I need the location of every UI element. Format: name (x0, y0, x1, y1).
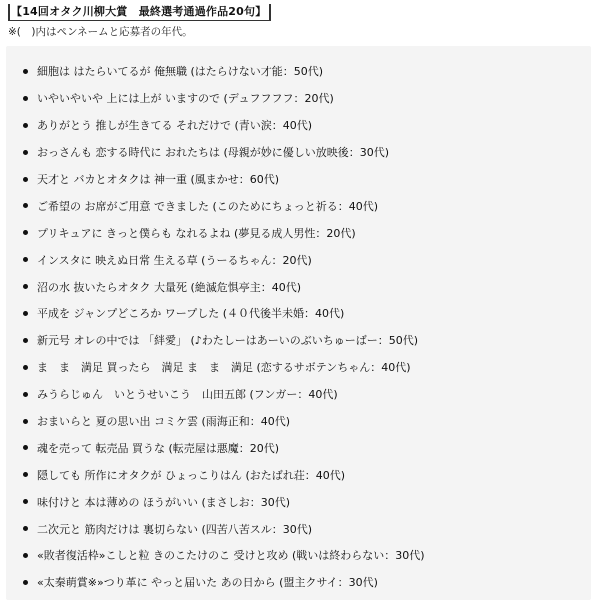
entries-list (6, 58, 591, 596)
list-item-text: 魂を売って 転売品 買うな (転売屋は悪魔：20代) (37, 441, 280, 455)
bullet-icon (23, 311, 28, 316)
list-item-text: おっさんも 恋する時代に おれたちは (母親が妙に優しい放映後：30代) (37, 146, 390, 160)
list-item (6, 246, 591, 273)
bullet-icon (23, 177, 28, 182)
list-item-text: «敗者復活枠»こしと粒 きのこたけのこ 受けと攻め (戦いは終わらない：30代) (37, 549, 425, 563)
list-item (6, 192, 591, 219)
list-item (6, 515, 591, 542)
list-item-text: ま ま 満足 買ったら 満足 ま ま 満足 (恋するサボテンちゃん：40代) (37, 361, 411, 375)
title-box (8, 4, 271, 21)
list-item (6, 461, 591, 488)
bullet-icon (23, 526, 28, 531)
bullet-icon (23, 150, 28, 155)
list-item-text: 隠しても 所作にオタクが ひょっこりはん (おたばれ荘：40代) (37, 468, 346, 482)
list-item-text: «太秦萌賞※»つり革に やっと届いた あの日から (盟主クサイ：30代) (37, 576, 378, 590)
bullet-icon (23, 445, 28, 450)
list-item-text: 平成を ジャンプどころか ワープした (４０代後半未婚：40代) (37, 307, 345, 321)
list-item-text: いやいやいや 上には上が いますので (デュフフフフ：20代) (37, 92, 334, 106)
list-item (6, 569, 591, 596)
bullet-icon (23, 472, 28, 477)
bullet-icon (23, 284, 28, 289)
list-item (6, 354, 591, 381)
list-item (6, 488, 591, 515)
bullet-icon (23, 230, 28, 235)
bullet-icon (23, 338, 28, 343)
bullet-icon (23, 580, 28, 585)
list-item-text: 天才と バカとオタクは 神一重 (風まかせ：60代) (37, 173, 280, 186)
bullet-icon (23, 499, 28, 504)
list-item-text: ご希望の お席がご用意 できました (このためにちょっと祈る：40代) (37, 199, 379, 213)
list-item-text: おまいらと 夏の思い出 コミケ雲 (雨海正和：40代) (37, 415, 291, 429)
bullet-icon (23, 69, 28, 74)
list-item (6, 166, 591, 193)
bullet-icon (23, 365, 28, 370)
bullet-icon (23, 96, 28, 101)
list-item (6, 58, 591, 85)
list-item (6, 542, 591, 569)
list-item-text: プリキュアに きっと僕らも なれるよね (夢見る成人男性：20代) (37, 226, 356, 240)
bullet-icon (23, 553, 28, 558)
list-item (6, 139, 591, 166)
list-item-text: 新元号 オレの中では 「絆愛」 (♪わたしーはあーいのぶいちゅーばー：50代) (37, 334, 419, 348)
list-item (6, 273, 591, 300)
page-title: 【14回オタク川柳大賞 最終選考通過作品20句】 (11, 5, 267, 18)
list-item-text: みうらじゅん いとうせいこう 山田五郎 (フンガー：40代) (37, 388, 338, 402)
entries-panel (6, 46, 591, 600)
list-item (6, 300, 591, 327)
list-item (6, 219, 591, 246)
list-item (6, 85, 591, 112)
list-item (6, 327, 591, 354)
list-item (6, 381, 591, 408)
list-item-text: 味付けと 本は薄めの ほうがいい (まさしお：30代) (37, 495, 291, 509)
note-text: ※( )内はペンネームと応募者の年代。 (8, 26, 193, 38)
bullet-icon (23, 203, 28, 208)
bullet-icon (23, 257, 28, 262)
bullet-icon (23, 419, 28, 424)
bullet-icon (23, 123, 28, 128)
list-item-text: 細胞は はたらいてるが 俺無職 (はたらけない才能：50代) (37, 65, 324, 79)
list-item-text: 沼の水 抜いたらオタク 大量死 (絶滅危惧亭主：40代) (37, 280, 302, 294)
list-item (6, 112, 591, 139)
bullet-icon (23, 392, 28, 397)
list-item-text: ありがとう 推しが生きてる それだけで (青い涙：40代) (37, 119, 313, 133)
list-item-text: 二次元と 筋肉だけは 裏切らない (四苦八苦スル：30代) (37, 522, 313, 536)
list-item (6, 434, 591, 461)
list-item-text: インスタに 映えぬ日常 生える草 (うーるちゃん：20代) (37, 253, 312, 267)
list-item (6, 408, 591, 435)
